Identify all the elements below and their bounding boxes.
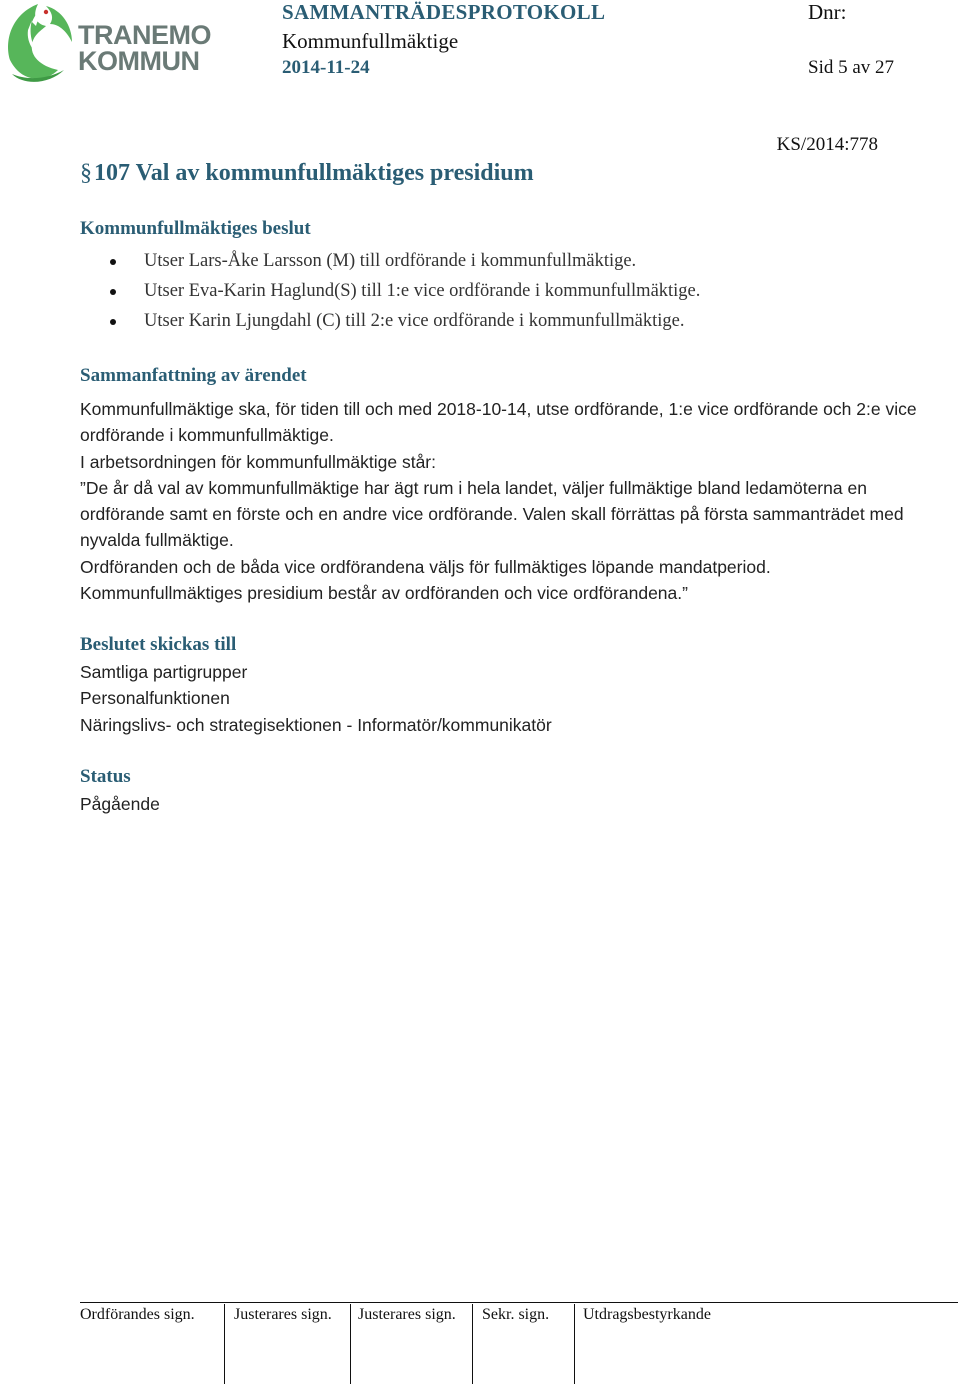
signature-label: Justerares sign. xyxy=(358,1306,456,1323)
signature-label: Ordförandes sign. xyxy=(80,1306,195,1323)
footer-rule xyxy=(80,1302,958,1303)
list-item: Samtliga partigrupper xyxy=(80,662,248,682)
document-type: SAMMANTRÄDESPROTOKOLL xyxy=(282,0,606,24)
bullet-icon xyxy=(110,289,116,295)
summary-paragraph: I arbetsordningen för kommunfullmäktige står: xyxy=(80,451,436,472)
signature-label: Justerares sign. xyxy=(234,1306,332,1323)
summary-paragraph: Kommunfullmäktige ska, för tiden till och med 2018-10-14, utse ordförande, 1:e vice ordförande och 2:e vice ordförande i kommunfullmäktige. xyxy=(80,399,917,446)
list-item: Utser Lars-Åke Larsson (M) till ordförande i kommunfullmäktige. xyxy=(110,250,700,280)
list-item: Personalfunktionen xyxy=(80,688,230,709)
sent-to-list xyxy=(80,659,552,738)
divider xyxy=(224,1304,225,1384)
section-title xyxy=(80,160,534,187)
case-number: KS/2014:778 xyxy=(776,134,878,155)
logo-line-2: KOMMUN xyxy=(78,46,200,76)
crane-emblem-icon xyxy=(2,0,82,90)
meeting-body: Kommunfullmäktige xyxy=(282,29,459,53)
sent-to-heading: Beslutet skickas till xyxy=(80,634,237,655)
quoted-paragraph: ”De år då val av kommunfullmäktige har ägt rum i hela landet, väljer fullmäktige bland ledamöterna en ordförande samt en förste och en andre vice ordförande. Valen skall förrättas på första sammanträdet med nyvalda fullmäktige. xyxy=(80,477,904,551)
quoted-paragraph: Kommunfullmäktiges presidium består av ordföranden och vice ordförandena.” xyxy=(80,583,688,604)
status-value: Pågående xyxy=(80,794,160,814)
divider xyxy=(472,1304,473,1384)
decision-heading: Kommunfullmäktiges beslut xyxy=(80,218,311,239)
page-number: Sid 5 av 27 xyxy=(808,57,895,78)
bullet-icon xyxy=(110,319,116,325)
signature-label: Sekr. sign. xyxy=(482,1306,550,1323)
summary-heading: Sammanfattning av ärendet xyxy=(80,365,307,386)
logo-line-1: TRANEMO xyxy=(78,20,211,50)
signature-label: Utdragsbestyrkande xyxy=(583,1306,711,1323)
logo-wordmark xyxy=(78,22,211,74)
summary-body xyxy=(80,396,920,606)
section-symbol: § xyxy=(80,160,92,186)
status-heading: Status xyxy=(80,766,131,787)
quoted-paragraph: Ordföranden och de båda vice ordförandena väljs för fullmäktiges löpande mandatperiod. xyxy=(80,556,771,577)
list-item: Utser Eva-Karin Haglund(S) till 1:e vice ordförande i kommunfullmäktige. xyxy=(110,280,700,310)
list-item: Näringslivs- och strategisektionen - Informatör/kommunikatör xyxy=(80,714,552,735)
divider xyxy=(350,1304,351,1384)
list-item: Utser Karin Ljungdahl (C) till 2:e vice ordförande i kommunfullmäktige. xyxy=(110,310,700,340)
meeting-date: 2014-11-24 xyxy=(282,57,370,78)
decision-list xyxy=(110,250,700,340)
dnr-label: Dnr: xyxy=(808,0,847,24)
divider xyxy=(574,1304,575,1384)
bullet-icon xyxy=(110,259,116,265)
section-title-text: 107 Val av kommunfullmäktiges presidium xyxy=(94,160,534,186)
